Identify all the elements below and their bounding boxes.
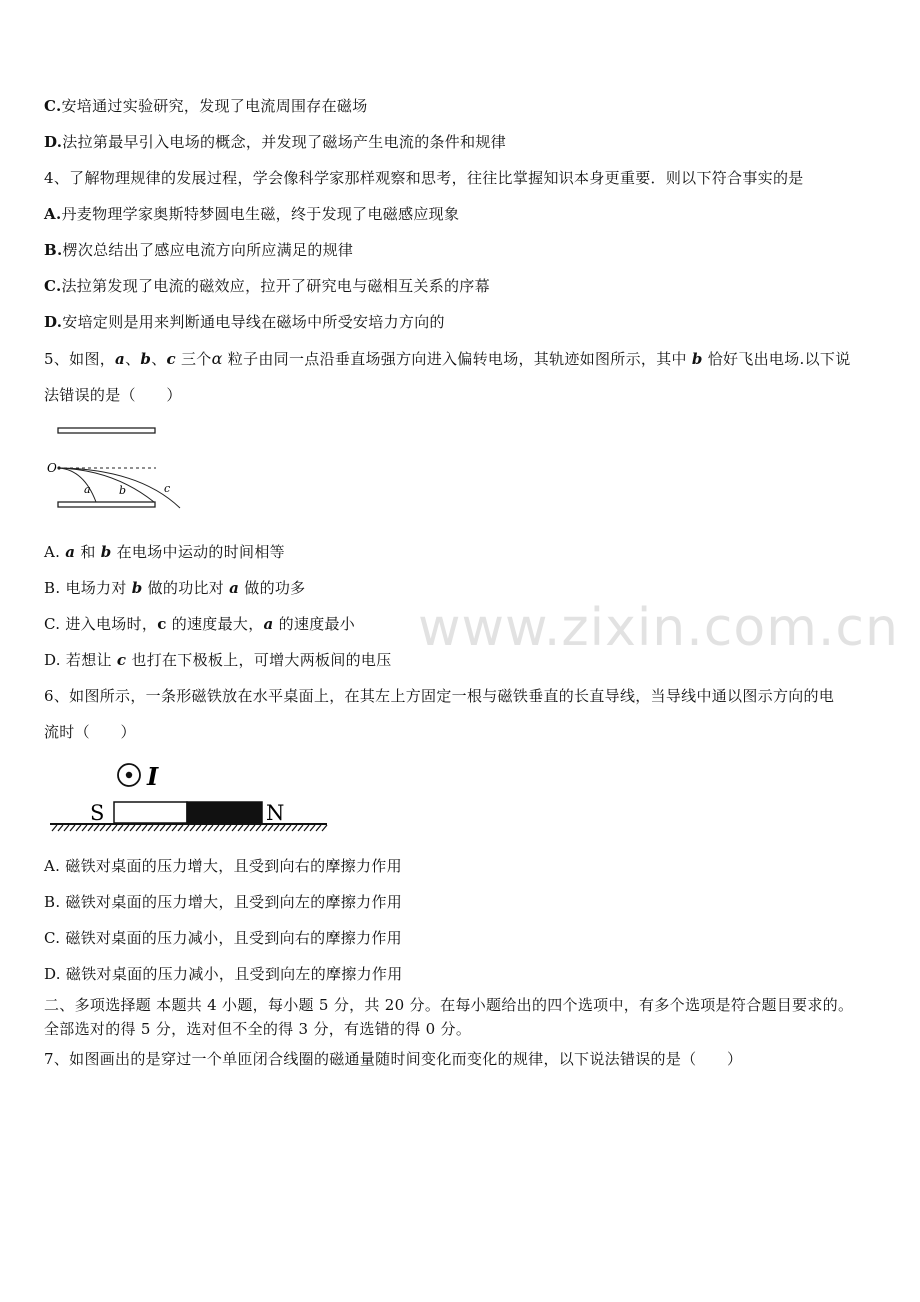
north-pole-label: N bbox=[266, 801, 285, 825]
option-letter: D. bbox=[44, 313, 63, 331]
section2-instructions-line1: 二、多项选择题 本题共 4 小题，每小题 5 分，共 20 分。在每小题给出的四个选项中，有多个选项是符合题目要求的。 bbox=[44, 996, 854, 1014]
option-text: 丹麦物理学家奥斯特梦圆电生磁，终于发现了电磁感应现象 bbox=[61, 205, 460, 223]
hatch-mark bbox=[196, 825, 201, 831]
option-letter: A. bbox=[44, 205, 62, 223]
hatch-mark bbox=[214, 825, 219, 831]
var-c: c bbox=[157, 615, 167, 633]
separator: 、 bbox=[151, 350, 167, 368]
q5-stem-line2: 法错误的是（ ） bbox=[44, 386, 182, 404]
hatch-mark bbox=[160, 825, 165, 831]
hatch-mark bbox=[244, 825, 249, 831]
hatch-mark bbox=[274, 825, 279, 831]
upper-plate bbox=[58, 428, 155, 433]
alpha-symbol: α bbox=[211, 349, 223, 368]
hatch-mark bbox=[250, 825, 255, 831]
q3-option-d bbox=[44, 132, 506, 152]
hatch-mark bbox=[166, 825, 171, 831]
q4-option-c bbox=[44, 276, 490, 296]
q5-stem-mid: 三个 bbox=[175, 350, 212, 368]
hatch-mark bbox=[316, 825, 321, 831]
option-text: 楞次总结出了感应电流方向所应满足的规律 bbox=[62, 241, 354, 259]
hatch-mark bbox=[262, 825, 267, 831]
q6-stem-line2: 流时（ ） bbox=[44, 723, 136, 741]
q5-option-a bbox=[44, 542, 285, 562]
hatch-mark bbox=[106, 825, 111, 831]
hatch-mark bbox=[256, 825, 261, 831]
q6-option-d: D. 磁铁对桌面的压力减小，且受到向左的摩擦力作用 bbox=[44, 965, 403, 983]
hatch-mark bbox=[298, 825, 303, 831]
option-text: 的速度最大， bbox=[166, 615, 264, 633]
option-text: 做的功比对 bbox=[142, 579, 230, 597]
q6-option-a: A. 磁铁对桌面的压力增大，且受到向右的摩擦力作用 bbox=[44, 857, 402, 875]
hatch-mark bbox=[118, 825, 123, 831]
q4-stem: 4、了解物理规律的发展过程，学会像科学家那样观察和思考，往往比掌握知识本身更重要．则以下符合事实的是 bbox=[44, 169, 804, 187]
label-b: b bbox=[119, 484, 127, 497]
hatch-mark bbox=[178, 825, 183, 831]
var-c: c bbox=[166, 350, 176, 368]
hatch-mark bbox=[52, 825, 57, 831]
q6-option-b: B. 磁铁对桌面的压力增大，且受到向左的摩擦力作用 bbox=[44, 893, 403, 911]
option-text: 做的功多 bbox=[239, 579, 306, 597]
table-hatching bbox=[52, 825, 327, 831]
q4-option-d bbox=[44, 312, 445, 332]
hatch-mark bbox=[286, 825, 291, 831]
hatch-mark bbox=[322, 825, 327, 831]
option-text: 的速度最小 bbox=[273, 615, 356, 633]
option-letter: C. bbox=[44, 277, 62, 295]
option-letter: D. bbox=[44, 133, 63, 151]
hatch-mark bbox=[202, 825, 207, 831]
q5-option-b bbox=[44, 578, 305, 598]
var-b: b bbox=[691, 350, 703, 368]
q5-stem-end: 恰好飞出电场.以下说 bbox=[702, 350, 851, 368]
q5-option-d bbox=[44, 650, 392, 670]
option-prefix: A. bbox=[44, 543, 66, 561]
hatch-mark bbox=[268, 825, 273, 831]
var-a: a bbox=[263, 615, 274, 633]
option-letter: C. bbox=[44, 97, 62, 115]
q7-stem: 7、如图画出的是穿过一个单匝闭合线圈的磁通量随时间变化而变化的规律，以下说法错误的是（ ） bbox=[44, 1050, 743, 1068]
hatch-mark bbox=[58, 825, 63, 831]
option-letter: B. bbox=[44, 241, 63, 259]
hatch-mark bbox=[226, 825, 231, 831]
watermark: www.zixin.com.cn bbox=[418, 598, 899, 658]
option-prefix: C. 进入电场时， bbox=[44, 615, 158, 633]
magnet-north-half bbox=[187, 802, 262, 823]
current-label: I bbox=[147, 762, 159, 791]
hatch-mark bbox=[100, 825, 105, 831]
hatch-mark bbox=[136, 825, 141, 831]
var-a: a bbox=[115, 350, 126, 368]
hatch-mark bbox=[88, 825, 93, 831]
hatch-mark bbox=[304, 825, 309, 831]
option-text: 和 bbox=[75, 543, 101, 561]
var-b: b bbox=[131, 579, 143, 597]
var-c: c bbox=[116, 651, 127, 669]
q5-option-c bbox=[44, 614, 355, 634]
hatch-mark bbox=[82, 825, 87, 831]
hatch-mark bbox=[64, 825, 69, 831]
q6-option-c: C. 磁铁对桌面的压力减小，且受到向右的摩擦力作用 bbox=[44, 929, 402, 947]
option-text: 安培通过实验研究，发现了电流周围存在磁场 bbox=[61, 97, 368, 115]
hatch-mark bbox=[280, 825, 285, 831]
hatch-mark bbox=[76, 825, 81, 831]
option-prefix: D. 若想让 bbox=[44, 651, 117, 669]
q5-stem-rest: 粒子由同一点沿垂直场强方向进入偏转电场，其轨迹如图所示，其中 bbox=[222, 350, 692, 368]
lower-plate bbox=[58, 502, 155, 507]
q3-option-c bbox=[44, 96, 368, 116]
section2-instructions-line2: 全部选对的得 5 分，选对但不全的得 3 分，有选错的得 0 分。 bbox=[44, 1020, 472, 1038]
q4-option-b bbox=[44, 240, 353, 260]
hatch-mark bbox=[148, 825, 153, 831]
bar-magnet-figure bbox=[44, 758, 334, 838]
hatch-mark bbox=[190, 825, 195, 831]
hatch-mark bbox=[124, 825, 129, 831]
q5-stem-line1 bbox=[44, 349, 851, 369]
hatch-mark bbox=[172, 825, 177, 831]
option-prefix: B. 电场力对 bbox=[44, 579, 132, 597]
wire-current-out-icon bbox=[118, 764, 140, 786]
hatch-mark bbox=[184, 825, 189, 831]
option-text: 安培定则是用来判断通电导线在磁场中所受安培力方向的 bbox=[62, 313, 445, 331]
option-text: 也打在下极板上，可增大两板间的电压 bbox=[126, 651, 392, 669]
label-a: a bbox=[84, 483, 91, 496]
hatch-mark bbox=[310, 825, 315, 831]
hatch-mark bbox=[154, 825, 159, 831]
trajectory-b bbox=[59, 468, 154, 502]
hatch-mark bbox=[70, 825, 75, 831]
q4-option-a bbox=[44, 204, 459, 224]
hatch-mark bbox=[208, 825, 213, 831]
magnet-south-half bbox=[114, 802, 187, 823]
deflection-field-figure bbox=[44, 422, 194, 514]
q5-stem-prefix: 5、如图， bbox=[44, 350, 116, 368]
label-c: c bbox=[164, 482, 171, 495]
hatch-mark bbox=[130, 825, 135, 831]
option-text: 法拉第发现了电流的磁效应，拉开了研究电与磁相互关系的序幕 bbox=[61, 277, 490, 295]
hatch-mark bbox=[238, 825, 243, 831]
var-a: a bbox=[229, 579, 240, 597]
hatch-mark bbox=[220, 825, 225, 831]
option-text: 法拉第最早引入电场的概念，并发现了磁场产生电流的条件和规律 bbox=[62, 133, 506, 151]
var-b: b bbox=[140, 350, 152, 368]
var-b: b bbox=[100, 543, 112, 561]
label-o: O bbox=[47, 461, 57, 475]
hatch-mark bbox=[292, 825, 297, 831]
var-a: a bbox=[65, 543, 76, 561]
hatch-mark bbox=[142, 825, 147, 831]
q6-stem-line1: 6、如图所示，一条形磁铁放在水平桌面上，在其左上方固定一根与磁铁垂直的长直导线，当导线中通以图示方向的电 bbox=[44, 687, 835, 705]
separator: 、 bbox=[125, 350, 141, 368]
hatch-mark bbox=[94, 825, 99, 831]
hatch-mark bbox=[112, 825, 117, 831]
hatch-mark bbox=[232, 825, 237, 831]
south-pole-label: S bbox=[90, 801, 105, 825]
option-text: 在电场中运动的时间相等 bbox=[111, 543, 285, 561]
